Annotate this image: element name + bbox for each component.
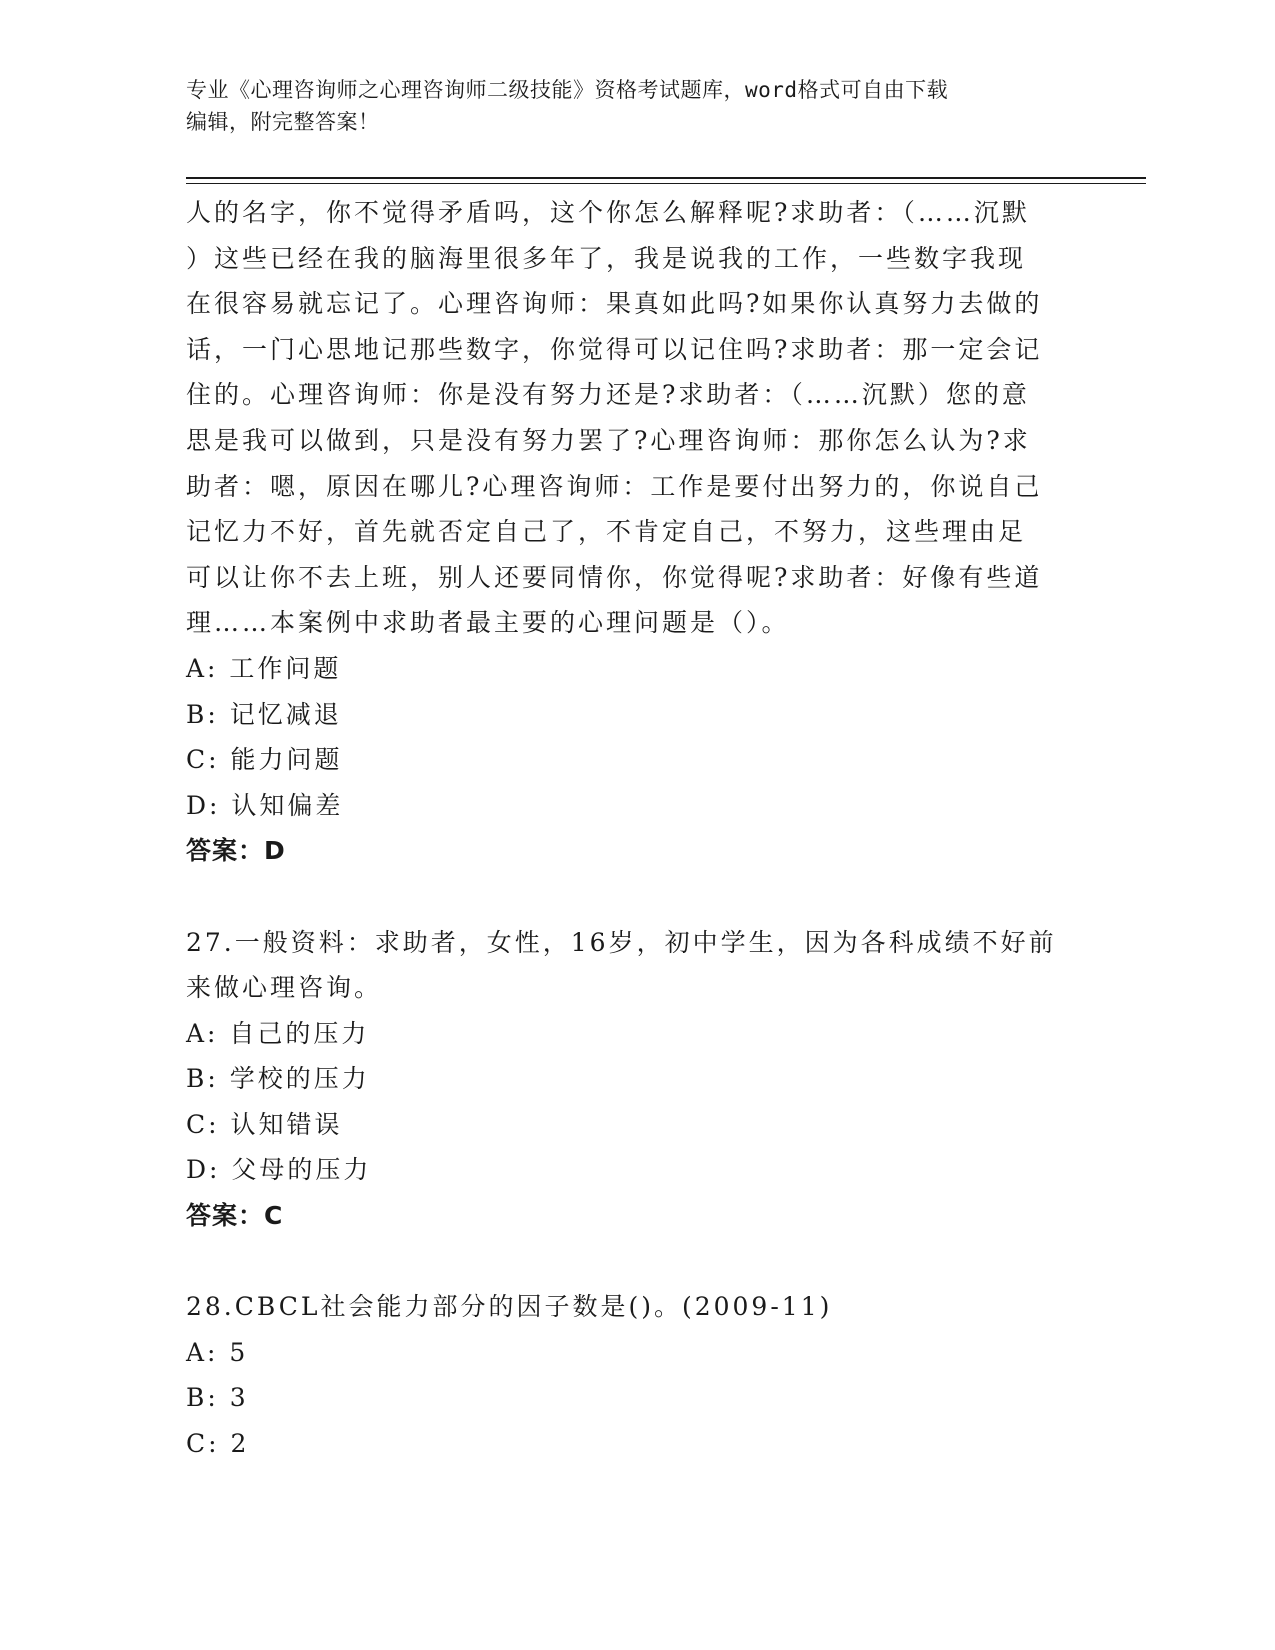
question-stem-line: 来做心理咨询。 <box>186 973 383 1003</box>
option-b: B: 3 <box>186 1383 249 1413</box>
document-header <box>186 74 1066 138</box>
question-stem-line: 人的名字，你不觉得矛盾吗，这个你怎么解释呢?求助者：（……沉默 <box>186 198 1030 227</box>
question-28 <box>186 1284 1086 1466</box>
question-27 <box>186 920 1086 1239</box>
option-c: C: 能力问题 <box>186 745 343 775</box>
question-stem-line: 话，一门心思地记那些数字，你觉得可以记住吗?求助者：那一定会记 <box>186 334 1043 364</box>
question-stem-line: 28.CBCL社会能力部分的因子数是()。(2009-11) <box>186 1292 833 1322</box>
question-stem-line: 助者：嗯，原因在哪儿?心理咨询师：工作是要付出努力的，你说自己 <box>186 471 1043 501</box>
option-b: B: 记忆减退 <box>186 699 342 729</box>
document-body <box>186 190 1086 1467</box>
question-stem-line: 27.一般资料：求助者，女性，16岁，初中学生，因为各科成绩不好前 <box>186 927 1057 957</box>
header-title-line-1: 专业《心理咨询师之心理咨询师二级技能》资格考试题库，word格式可自由下载 <box>186 78 949 102</box>
question-stem-line: 在很容易就忘记了。心理咨询师：果真如此吗?如果你认真努力去做的 <box>186 289 1043 319</box>
question-stem-line: 思是我可以做到，只是没有努力罢了?心理咨询师：那你怎么认为?求 <box>186 425 1031 455</box>
spacer <box>186 874 1086 920</box>
question-stem-line: ）这些已经在我的脑海里很多年了，我是说我的工作，一些数字我现 <box>186 243 1027 273</box>
option-a: A: 5 <box>186 1337 249 1367</box>
question-stem-line: 理……本案例中求助者最主要的心理问题是（）。 <box>186 608 790 638</box>
header-title-line-2: 编辑，附完整答案！ <box>186 110 380 134</box>
option-c: C: 认知错误 <box>186 1109 343 1139</box>
header-divider-thin <box>186 183 1146 184</box>
option-c: C: 2 <box>186 1429 250 1459</box>
option-a: A: 工作问题 <box>186 653 342 683</box>
question-stem-line: 记忆力不好，首先就否定自己了，不肯定自己，不努力，这些理由足 <box>186 517 1027 547</box>
option-a: A: 自己的压力 <box>186 1018 370 1048</box>
question-stem-line: 住的。心理咨询师：你是没有努力还是?求助者：（……沉默）您的意 <box>186 380 1030 410</box>
option-d: D: 认知偏差 <box>186 790 344 820</box>
option-d: D: 父母的压力 <box>186 1155 372 1185</box>
question-26 <box>186 190 1086 874</box>
option-b: B: 学校的压力 <box>186 1064 370 1094</box>
answer-key: 答案：C <box>186 1201 284 1231</box>
question-stem-line: 可以让你不去上班，别人还要同情你，你觉得呢?求助者：好像有些道 <box>186 562 1043 592</box>
answer-key: 答案：D <box>186 836 286 866</box>
header-divider-thick <box>186 177 1146 179</box>
spacer <box>186 1239 1086 1285</box>
